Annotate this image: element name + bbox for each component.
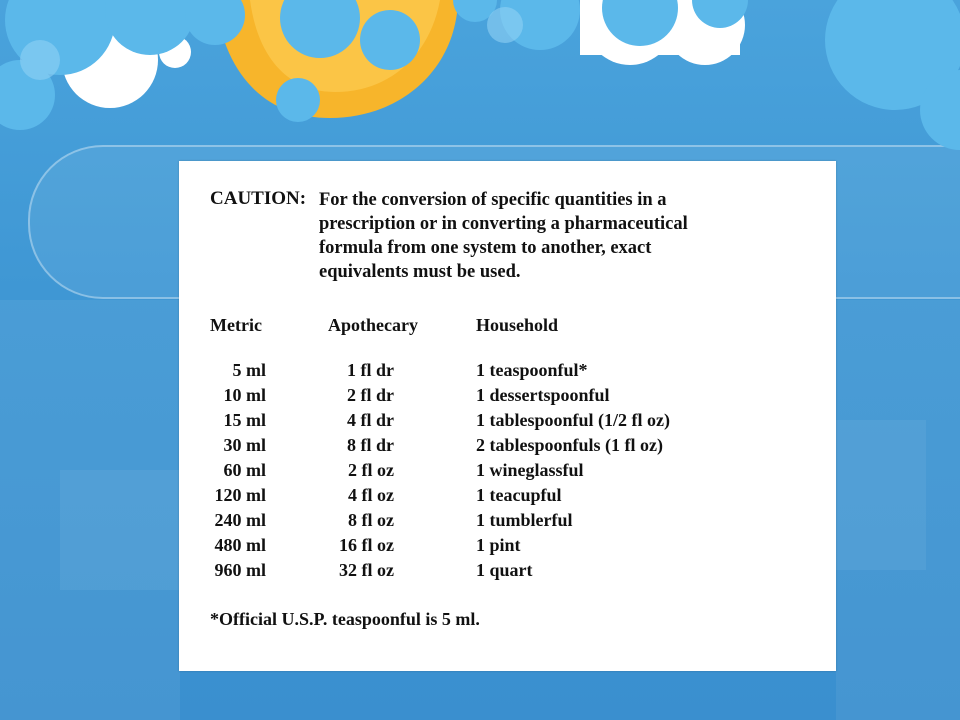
household-cell: 1 tumblerful bbox=[476, 510, 573, 530]
caution-label: CAUTION: bbox=[210, 188, 307, 209]
metric-cell: 10 ml bbox=[223, 385, 266, 405]
metric-cell: 960 ml bbox=[214, 560, 266, 580]
apothecary-cell: 32 fl oz bbox=[339, 560, 394, 580]
apothecary-cell: 4 fl dr bbox=[347, 410, 394, 430]
metric-cell: 60 ml bbox=[223, 460, 266, 480]
background-tile bbox=[836, 420, 926, 570]
apothecary-cell: 8 fl oz bbox=[348, 510, 394, 530]
household-cell: 1 teacupful bbox=[476, 485, 562, 505]
household-cell: 1 teaspoonful* bbox=[476, 360, 588, 380]
metric-cell: 15 ml bbox=[223, 410, 266, 430]
apothecary-cell: 8 fl dr bbox=[347, 435, 394, 455]
apothecary-cell: 16 fl oz bbox=[339, 535, 394, 555]
table-row bbox=[210, 485, 730, 509]
caution-text: For the conversion of specific quantities in a prescription or in converting a pharmaceutical formula from one system to another, exact equivalents must be used. bbox=[319, 190, 688, 282]
table-row bbox=[210, 435, 730, 459]
header-apothecary: Apothecary bbox=[328, 315, 418, 335]
table-row bbox=[210, 560, 730, 584]
household-cell: 2 tablespoonfuls (1 fl oz) bbox=[476, 435, 664, 455]
metric-cell: 120 ml bbox=[214, 485, 266, 505]
metric-cell: 5 ml bbox=[232, 360, 266, 380]
header-household: Household bbox=[476, 315, 559, 335]
household-cell: 1 quart bbox=[476, 560, 533, 580]
table-row bbox=[210, 385, 730, 409]
apothecary-cell: 4 fl oz bbox=[348, 485, 394, 505]
household-cell: 1 pint bbox=[476, 535, 521, 555]
table-row bbox=[210, 460, 730, 484]
apothecary-cell: 2 fl dr bbox=[347, 385, 394, 405]
apothecary-cell: 2 fl oz bbox=[348, 460, 394, 480]
metric-cell: 30 ml bbox=[223, 435, 266, 455]
table-row bbox=[210, 410, 730, 434]
header-metric: Metric bbox=[210, 315, 262, 335]
table-header bbox=[210, 315, 730, 339]
metric-cell: 480 ml bbox=[214, 535, 266, 555]
clouds-icon bbox=[0, 0, 960, 150]
household-cell: 1 tablespoonful (1/2 fl oz) bbox=[476, 410, 671, 430]
footnote: *Official U.S.P. teaspoonful is 5 ml. bbox=[210, 609, 480, 629]
table-row bbox=[210, 510, 730, 534]
table-row bbox=[210, 360, 730, 384]
household-cell: 1 dessertspoonful bbox=[476, 385, 610, 405]
table-row bbox=[210, 535, 730, 559]
conversion-document bbox=[179, 161, 836, 671]
metric-cell: 240 ml bbox=[214, 510, 266, 530]
background-tile bbox=[60, 470, 180, 590]
apothecary-cell: 1 fl dr bbox=[347, 360, 394, 380]
household-cell: 1 wineglassful bbox=[476, 460, 584, 480]
